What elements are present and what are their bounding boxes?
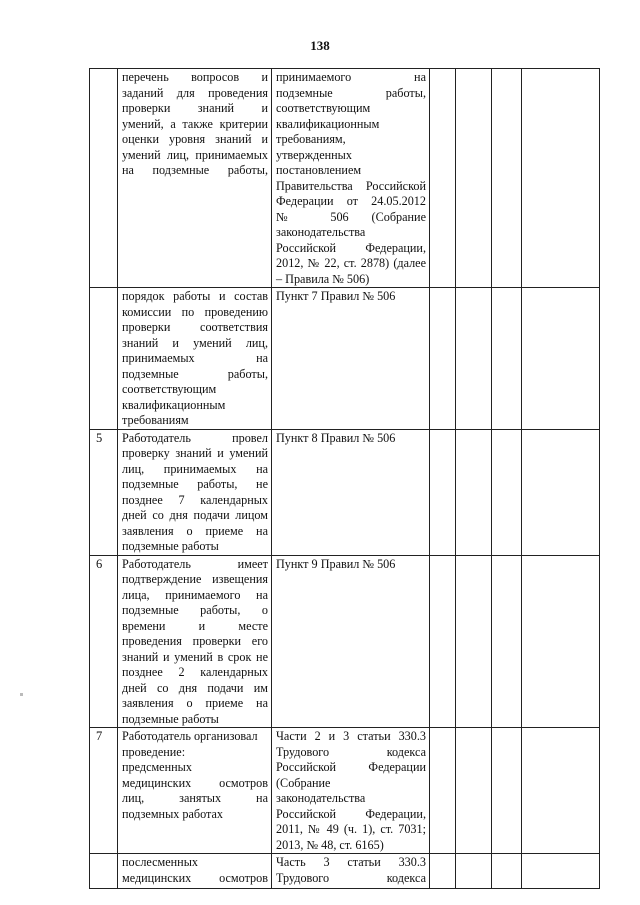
empty-cell [430, 555, 456, 728]
empty-cell [522, 728, 600, 854]
inspection-table [89, 68, 600, 889]
empty-cell [430, 429, 456, 555]
empty-cell [430, 69, 456, 288]
question-line: оценки уровня знаний и [122, 132, 268, 146]
table-row [90, 288, 600, 430]
empty-cell [456, 429, 492, 555]
question-line: Работодатель провел [122, 430, 268, 445]
reference-line: законодательства [276, 225, 366, 239]
row-number: 7 [90, 728, 118, 854]
table-row [90, 555, 600, 728]
question-line: умений лиц, принимаемых [122, 147, 268, 162]
question-line: на подземные работы, [122, 163, 268, 177]
question-cell [118, 854, 272, 889]
question-line: перечень вопросов и [122, 70, 268, 84]
question-line: подтверждение извещения [122, 572, 268, 586]
empty-cell [456, 555, 492, 728]
reference-cell [272, 429, 430, 555]
empty-cell [492, 429, 522, 555]
question-line: подземные работы, [122, 366, 268, 381]
reference-line: утвержденных [276, 147, 352, 162]
row-number [90, 69, 118, 288]
question-line: комиссии по проведению [122, 304, 268, 319]
question-line: подземных работах [122, 806, 224, 821]
empty-cell [456, 854, 492, 889]
empty-cell [492, 69, 522, 288]
question-line: проверки соответствия [122, 320, 268, 334]
reference-line: Части 2 и 3 статьи 330.3 [276, 729, 426, 743]
reference-cell [272, 69, 430, 288]
empty-cell [522, 555, 600, 728]
table-row [90, 728, 600, 854]
question-line: подземные работы [122, 539, 219, 553]
empty-cell [430, 728, 456, 854]
question-line: времени и месте [122, 618, 268, 633]
question-cell [118, 555, 272, 728]
empty-cell [456, 69, 492, 288]
reference-line: 2013, № 48, ст. 6165) [276, 837, 384, 852]
reference-line: подземные работы, [276, 85, 426, 100]
question-line: лиц, принимаемых на [122, 461, 268, 476]
reference-cell [272, 555, 430, 728]
reference-line: постановлением [276, 163, 362, 177]
reference-line: Пункт 9 Правил № 506 [276, 556, 396, 571]
row-number: 5 [90, 429, 118, 555]
question-line: лица, принимаемого на [122, 587, 268, 602]
reference-line: Российской Федерации, [276, 806, 426, 821]
question-line: умений, а также критерии [122, 116, 268, 131]
empty-cell [456, 288, 492, 430]
row-number: 6 [90, 555, 118, 728]
reference-cell [272, 728, 430, 854]
question-line: Работодатель имеет [122, 556, 268, 571]
page-number: 138 [310, 38, 330, 53]
empty-cell [456, 728, 492, 854]
reference-line: требованиям, [276, 132, 346, 146]
question-line: квалификационным [122, 397, 226, 412]
reference-line: 2011, № 49 (ч. 1), ст. 7031; [276, 822, 426, 836]
reference-line: Российской Федерации, [276, 240, 426, 255]
reference-line: Федерации от 24.05.2012 [276, 194, 426, 208]
reference-line: Пункт 7 Правил № 506 [276, 289, 396, 303]
question-line: медицинских осмотров [122, 870, 268, 885]
question-line: требованиям [122, 413, 189, 427]
question-line: принимаемых на [122, 351, 268, 365]
question-cell [118, 288, 272, 430]
empty-cell [492, 854, 522, 889]
question-line: порядок работы и состав [122, 289, 268, 303]
reference-line: Часть 3 статьи 330.3 [276, 855, 426, 869]
row-number [90, 288, 118, 430]
reference-line: законодательства [276, 791, 366, 805]
reference-line: Российской Федерации [276, 760, 426, 774]
reference-line: Пункт 8 Правил № 506 [276, 430, 396, 445]
reference-line: – Правила № 506) [276, 271, 370, 286]
reference-line: соответствующим [276, 101, 371, 115]
question-line: проведение: [122, 744, 186, 759]
question-line: проверку знаний и умений [122, 446, 268, 460]
question-cell [118, 69, 272, 288]
reference-line: Правительства Российской [276, 178, 426, 193]
question-cell [118, 728, 272, 854]
row-number [90, 854, 118, 889]
question-line: предсменных [122, 760, 192, 774]
reference-cell [272, 288, 430, 430]
question-line: соответствующим [122, 382, 217, 396]
question-line: позднее 2 календарных [122, 665, 268, 679]
reference-line: Трудового кодекса [276, 744, 426, 759]
empty-cell [492, 555, 522, 728]
question-line: Работодатель организовал [122, 729, 258, 743]
reference-line: 2012, № 22, ст. 2878) (далее [276, 256, 426, 270]
question-line: позднее 7 календарных [122, 492, 268, 507]
question-line: проверки знаний и [122, 101, 268, 115]
scan-mark [20, 693, 23, 696]
question-line: лиц, занятых на [122, 791, 268, 805]
table-row [90, 429, 600, 555]
empty-cell [492, 728, 522, 854]
question-line: послесменных [122, 855, 198, 869]
question-line: проведения проверки его [122, 634, 268, 648]
table-row [90, 854, 600, 889]
question-cell [118, 429, 272, 555]
reference-cell [272, 854, 430, 889]
reference-line: (Собрание [276, 775, 331, 790]
question-line: заявления о приеме на [122, 696, 268, 710]
empty-cell [522, 69, 600, 288]
empty-cell [522, 288, 600, 430]
question-line: подземные работы, не [122, 477, 268, 491]
reference-line: квалификационным [276, 116, 380, 131]
question-line: дней со дня подачи лицом [122, 508, 268, 522]
question-line: заданий для проведения [122, 85, 268, 100]
reference-line: принимаемого на [276, 70, 426, 84]
empty-cell [522, 854, 600, 889]
question-line: медицинских осмотров [122, 775, 268, 790]
reference-line: № 506 (Собрание [276, 209, 426, 224]
question-line: подземные работы [122, 711, 219, 726]
question-line: подземные работы, о [122, 603, 268, 617]
table-row [90, 69, 600, 288]
empty-cell [492, 288, 522, 430]
question-line: заявления о приеме на [122, 523, 268, 538]
question-line: дней со дня подачи им [122, 680, 268, 695]
question-line: знаний и умений в срок не [122, 649, 268, 664]
empty-cell [430, 288, 456, 430]
question-line: знаний и умений лиц, [122, 335, 268, 350]
reference-line: Трудового кодекса [276, 870, 426, 885]
empty-cell [522, 429, 600, 555]
empty-cell [430, 854, 456, 889]
